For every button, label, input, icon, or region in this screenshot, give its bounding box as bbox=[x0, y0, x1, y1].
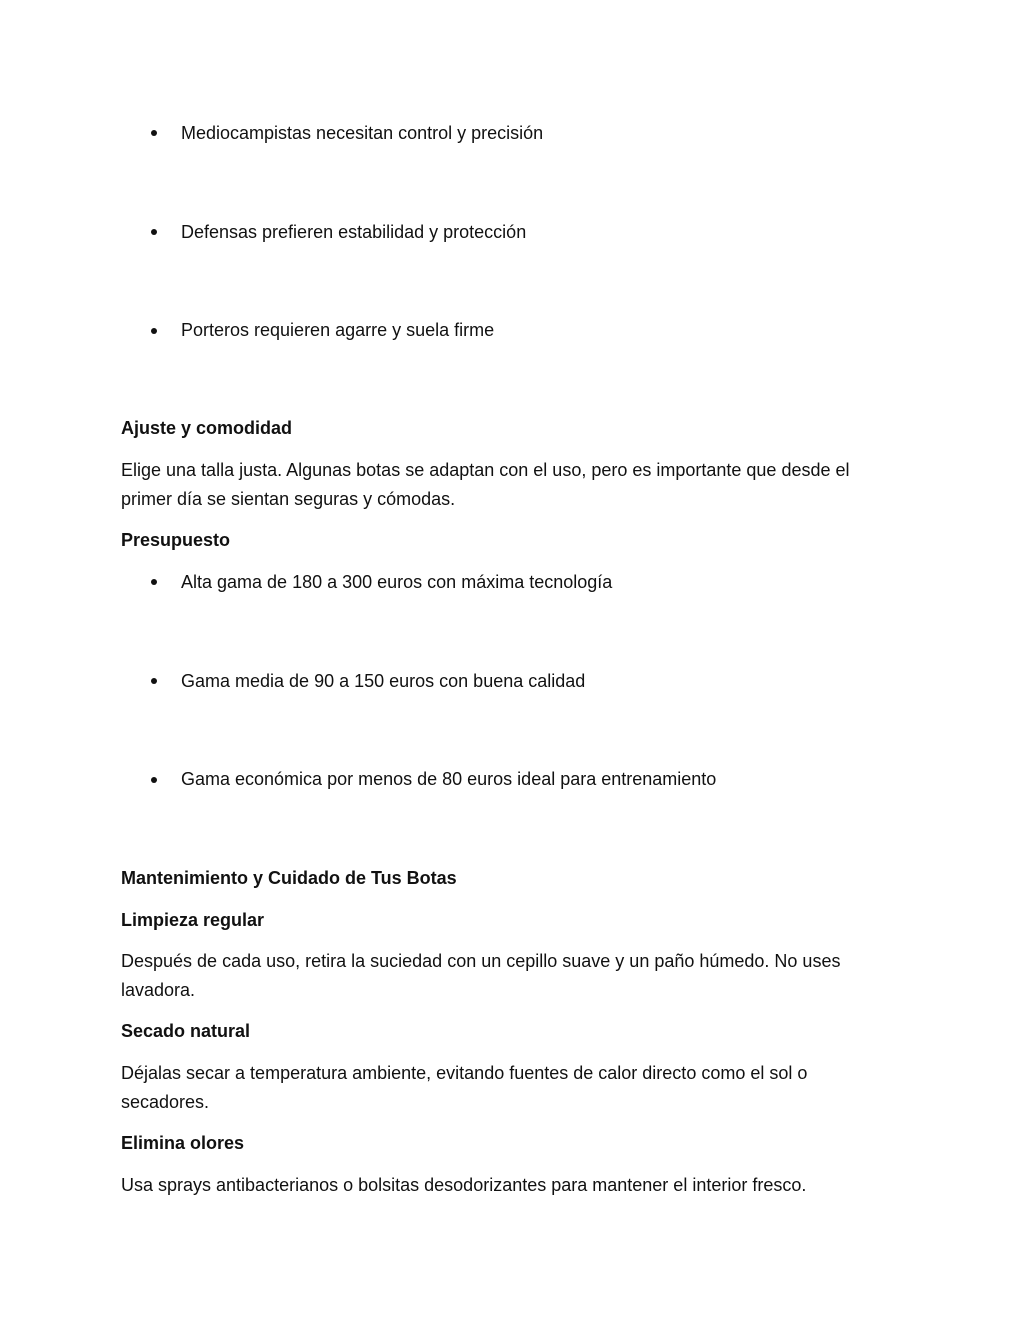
bullet-dot bbox=[151, 229, 157, 235]
heading-presupuesto: Presupuesto bbox=[121, 530, 231, 550]
heading-limpieza: Limpieza regular bbox=[121, 910, 265, 930]
heading-ajuste: Ajuste y comodidad bbox=[121, 418, 293, 438]
bullet-defensas: Defensas prefieren estabilidad y protección bbox=[181, 222, 527, 242]
bullet-porteros: Porteros requieren agarre y suela firme bbox=[181, 320, 495, 340]
heading-mantenimiento: Mantenimiento y Cuidado de Tus Botas bbox=[121, 868, 457, 888]
bullet-dot bbox=[151, 777, 157, 783]
heading-secado: Secado natural bbox=[121, 1021, 251, 1041]
paragraph-ajuste: Elige una talla justa. Algunas botas se adaptan con el uso, pero es importante que desde el primer día se sientan seguras y cómodas. bbox=[121, 460, 850, 509]
bullet-alta-gama: Alta gama de 180 a 300 euros con máxima tecnología bbox=[181, 572, 613, 592]
bullet-dot bbox=[151, 579, 157, 585]
bullet-dot bbox=[151, 328, 157, 334]
bullet-mediocampistas: Mediocampistas necesitan control y precisión bbox=[181, 123, 544, 143]
paragraph-secado: Déjalas secar a temperatura ambiente, evitando fuentes de calor directo como el sol o secadores. bbox=[121, 1063, 808, 1112]
heading-olores: Elimina olores bbox=[121, 1133, 245, 1153]
bullet-dot bbox=[151, 130, 157, 136]
paragraph-limpieza: Después de cada uso, retira la suciedad con un cepillo suave y un paño húmedo. No uses lavadora. bbox=[121, 951, 841, 1000]
bullet-dot bbox=[151, 678, 157, 684]
bullet-gama-media: Gama media de 90 a 150 euros con buena calidad bbox=[181, 671, 586, 691]
bullet-gama-economica: Gama económica por menos de 80 euros ideal para entrenamiento bbox=[181, 769, 717, 789]
paragraph-olores: Usa sprays antibacterianos o bolsitas desodorizantes para mantener el interior fresco. bbox=[121, 1175, 807, 1195]
